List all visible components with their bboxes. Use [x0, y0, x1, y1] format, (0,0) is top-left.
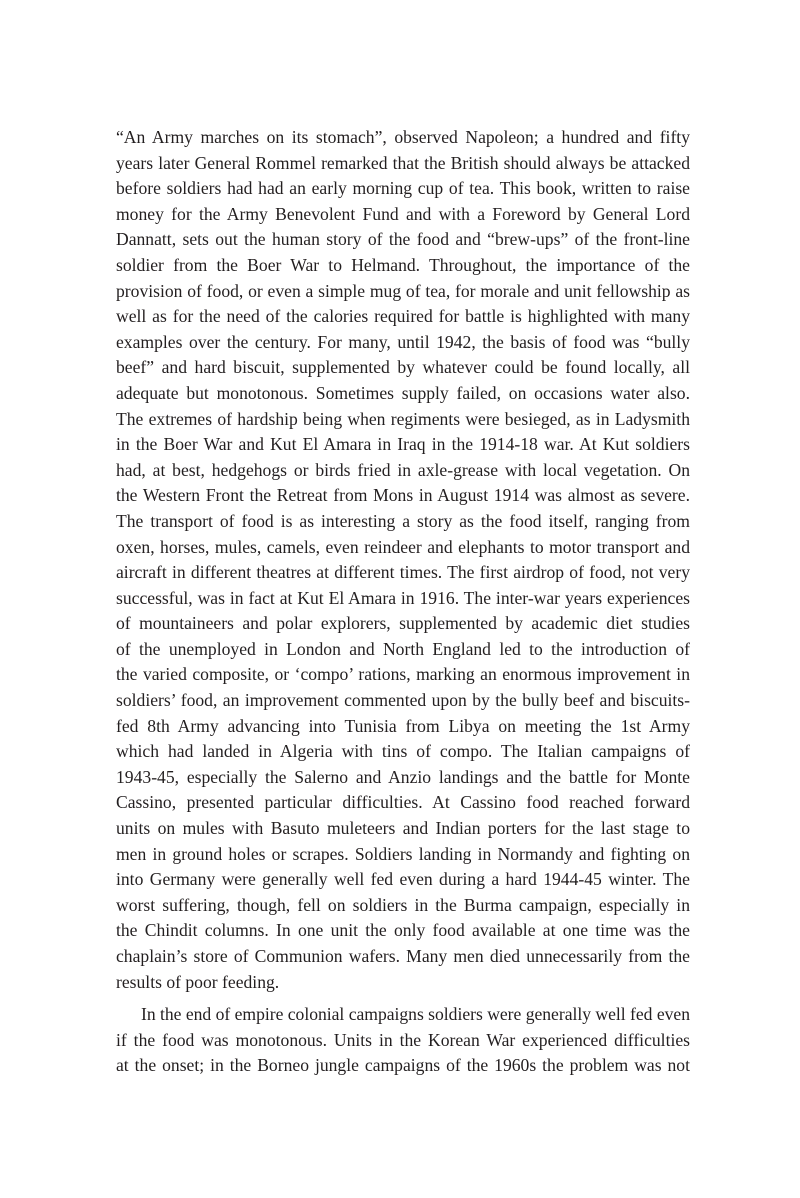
paragraph-1: [116, 125, 690, 995]
text-line: worst suffering, though, fell on soldiers in the Burma campaign, especially in: [116, 894, 690, 915]
text-line: The transport of food is as interesting a story as the food itself, ranging from: [116, 510, 690, 531]
text-line: Dannatt, sets out the human story of the food and “brew-ups” of the front-line: [116, 229, 690, 250]
paragraph-2: [116, 1002, 690, 1079]
text-line: results of poor feeding.: [116, 971, 280, 992]
text-line: of mountaineers and polar explorers, supplemented by academic diet studies: [116, 613, 690, 634]
text-line: examples over the century. For many, until 1942, the basis of food was “bully: [116, 331, 690, 352]
text-line: had, at best, hedgehogs or birds fried in axle-grease with local vegetation. On: [116, 459, 690, 480]
text-line: In the end of empire colonial campaigns soldiers were generally well fed even: [141, 1004, 690, 1025]
text-line: adequate but monotonous. Sometimes supply failed, on occasions water also.: [116, 382, 690, 403]
text-line: Cassino, presented particular difficulties. At Cassino food reached forward: [116, 792, 690, 813]
text-line: aircraft in different theatres at different times. The first airdrop of food, not very: [116, 562, 690, 583]
text-line: at the onset; in the Borneo jungle campaigns of the 1960s the problem was not: [116, 1055, 690, 1076]
text-line: successful, was in fact at Kut El Amara in 1916. The inter-war years experiences: [116, 587, 690, 608]
text-line: the Western Front the Retreat from Mons in August 1914 was almost as severe.: [116, 485, 690, 506]
text-line: before soldiers had had an early morning cup of tea. This book, written to raise: [116, 178, 690, 199]
text-line: money for the Army Benevolent Fund and with a Foreword by General Lord: [116, 203, 690, 224]
text-line: which had landed in Algeria with tins of compo. The Italian campaigns of: [116, 741, 690, 762]
text-line: years later General Rommel remarked that the British should always be attacked: [116, 152, 690, 173]
text-line: units on mules with Basuto muleteers and Indian porters for the last stage to: [116, 818, 690, 839]
text-line: soldier from the Boer War to Helmand. Throughout, the importance of the: [116, 254, 690, 275]
text-line: “An Army marches on its stomach”, observed Napoleon; a hundred and fifty: [116, 127, 690, 147]
text-line: The extremes of hardship being when regiments were besieged, as in Ladysmith: [116, 408, 690, 429]
text-line: the varied composite, or ‘compo’ rations, marking an enormous improvement in: [116, 664, 690, 685]
text-line: 1943-45, especially the Salerno and Anzio landings and the battle for Monte: [116, 766, 690, 787]
text-line: the Chindit columns. In one unit the only food available at one time was the: [116, 920, 690, 941]
body-text: [116, 125, 690, 1079]
text-line: well as for the need of the calories required for battle is highlighted with many: [116, 306, 690, 327]
text-line: soldiers’ food, an improvement commented upon by the bully beef and biscuits-: [116, 690, 690, 711]
text-line: men in ground holes or scrapes. Soldiers landing in Normandy and fighting on: [116, 843, 690, 864]
text-line: of the unemployed in London and North England led to the introduction of: [116, 638, 690, 659]
text-line: beef” and hard biscuit, supplemented by whatever could be found locally, all: [116, 357, 690, 378]
text-line: into Germany were generally well fed even during a hard 1944-45 winter. The: [116, 869, 690, 890]
text-line: in the Boer War and Kut El Amara in Iraq in the 1914-18 war. At Kut soldiers: [116, 434, 690, 455]
text-line: chaplain’s store of Communion wafers. Many men died unnecessarily from the: [116, 946, 690, 966]
paragraph-spacer: [116, 995, 690, 1002]
text-line: provision of food, or even a simple mug of tea, for morale and unit fellowship as: [116, 280, 690, 301]
text-line: fed 8th Army advancing into Tunisia from Libya on meeting the 1st Army: [116, 715, 690, 736]
text-line: oxen, horses, mules, camels, even reindeer and elephants to motor transport and: [116, 536, 690, 557]
text-line: if the food was monotonous. Units in the Korean War experienced difficulties: [116, 1029, 690, 1050]
